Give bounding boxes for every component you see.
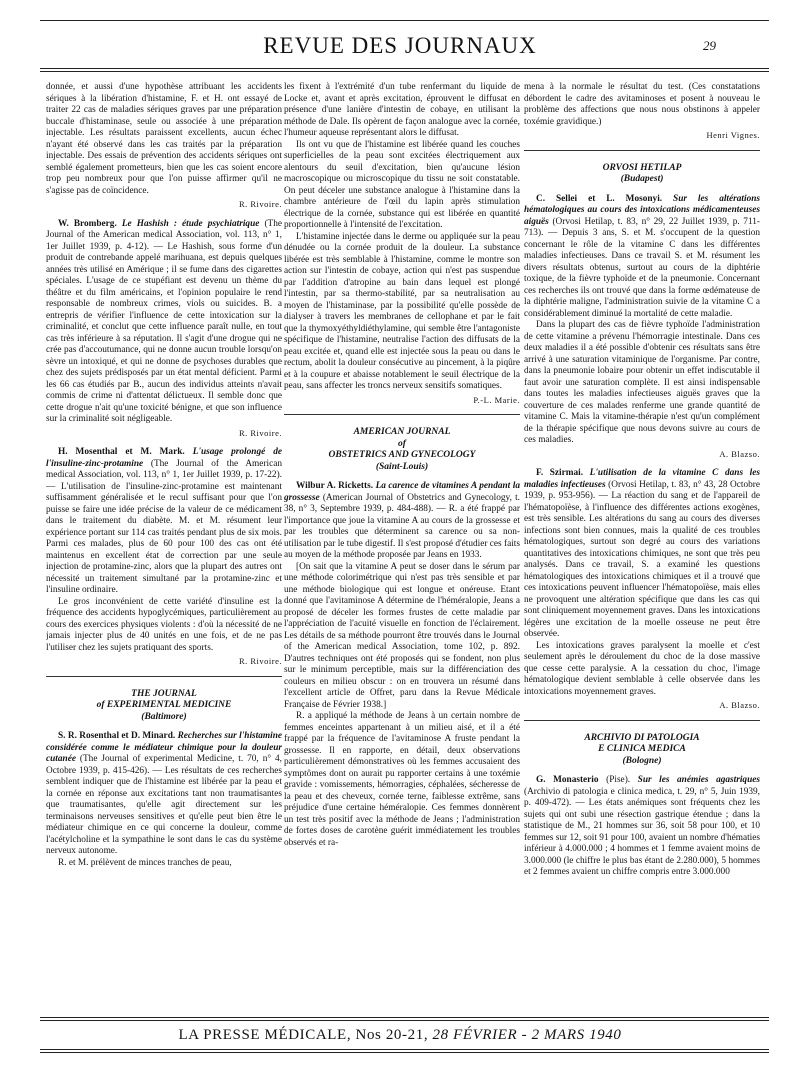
- column-2: [284, 82, 520, 1042]
- entry-title: Sur les altérations hématologiques au cours des intoxications médicamenteuses aiguës: [524, 193, 760, 227]
- footer-date: 28 FÉVRIER - 2 MARS 1940: [432, 1027, 622, 1043]
- abstract-entry: [524, 194, 760, 321]
- paragraph: R. et M. prélèvent de minces tranches de peau,: [58, 857, 232, 868]
- entry-title: L'usage prolongé de l'insuline-zinc-protamine: [46, 447, 282, 469]
- entry-body: — La réaction du sang et de l'appareil de l'hématopoïèse, à l'influence des différentes actions exogènes, est très sensible. Les altérations du sang au cours des diverses infections sont bien connues, mais la qualité de ces troubles hématologiques, surtout son degré au cours des variations quantitatives des intoxications chimiques, ne sont que très peu analysés. Dans ce travail, S. a examiné les questions hématologiques des intoxications chimiques et il a trouvé que ces intoxications peuvent influencer l'hématopoïèse, mais elles ne provoquent une altération spécifique que dans les cas qui sont cliniquement moyennement graves. Dans les intoxications légères une excitation de la moelle osseuse ne peut être observée.: [524, 491, 760, 639]
- paragraph: L'histamine injectée dans le derme ou appliquée sur la peau dénudée ou la cornée produit de la douleur. La substance libérée est très semblable à l'histamine, comme le montre son action sur l'intestin de cobaye, action qui n'est pas suspendue par l'addition d'atropine au bain dans lequel est plongé l'intestin, par sa thermo-stabilité, par sa neutralisation au moyen de l'histaminase, par la possibilité qu'elle possède de dialyser à travers les membranes de cellophane et par le fait que la thymoxyéthyldiéthylamine, qui semble être l'antagoniste spécifique de l'histamine, neutralise l'action des diffusats de la peau excitée et, quand elle est injectée sous la peau ou dans le rectum, abolit la douleur consécutive au pincement, à la piqûre et à la coupure et abaisse notablement le seuil électrique de la peau, sans affecter les troncs nerveux sensitifs somatiques.: [284, 231, 520, 391]
- journal-name: ORVOSI HETILAP: [602, 162, 682, 173]
- entry-reference: (Archivio di patologia e clinica medica, t. 29, n° 5, Juin 1939, p. 409-472).: [524, 786, 760, 808]
- abstract-entry: [46, 731, 282, 858]
- header-rule: [40, 68, 769, 72]
- journal-name: AMERICAN JOURNAL: [353, 427, 451, 437]
- entry-body: — Depuis 3 ans, S. et M. s'occupent de la question concernant le rôle de la vitamine C dans les différentes maladies infectieuses. Dans ce travail S. et M. résument les divers résultats obtenus, surtout au cours de la diphtérie toxique, de la fièvre typhoïde et de la pneumonie. Concernant ces recherches ils ont trouvé que dans la forme œdémateuse de la diphtérie maligne, l'administration suivie de la vitamine C a considérablement diminué la mortalité de cette maladie.: [524, 228, 760, 319]
- section-divider: [284, 414, 520, 415]
- journal-heading: [524, 163, 760, 186]
- journal-name-cont: of EXPERIMENTAL MEDICINE: [96, 700, 232, 710]
- paragraph: Le gros inconvénient de cette variété d'insuline est la fréquence des accidents hypoglycémiques, particulièrement au cours des exercices physiques violents : d'où la nécessité de ne jamais injecter plus de 40 unités en une fois, et de ne pas l'utiliser chez les sujets pratiquant des sports.: [46, 596, 282, 653]
- signature: A. Blazso.: [719, 448, 760, 459]
- entry-authors: S. R. Rosenthal et D. Minard.: [58, 731, 176, 741]
- abstract-entry: [46, 447, 282, 597]
- journal-city: (Baltimore): [141, 711, 187, 722]
- entry-body: — Les états anémiques sont fréquents chez les sujets qui ont subi une résection gastrique étendue ; dans la statistique de M., 21 hommes sur 36, soit 58 pour 100, et 10 femmes sur 12, soit 91 pour 100, avaient un nombre d'hématies inférieur à 4.000.000 ; 4 hommes et 1 femme avaient moins de 3.000.000 (le chiffre le plus bas étant de 2.280.000), 5 hommes et 2 femmes avaient un chiffre compris entre 3.000.000: [524, 798, 760, 877]
- section-divider: [524, 720, 760, 721]
- paragraph: les fixent à l'extrémité d'un tube renfermant du liquide de Locke et, avant et après excitation, éprouvent le diffusat en présence d'une lanière d'intestin de cobaye, en utilisant la méthode de Dale. Ils opèrent de façon analogue avec la cornée, l'humeur aqueuse représentant alors le diffusat.: [284, 82, 520, 138]
- entry-authors: H. Mosenthal et M. Mark.: [58, 447, 185, 457]
- journal-city: (Budapest): [620, 174, 664, 184]
- abstract-entry: [46, 219, 282, 426]
- signature: R. Rivoire.: [238, 656, 282, 666]
- entry-title: Recherches sur l'histamine considérée comme le médiateur chimique pour la douleur cutanée: [46, 731, 282, 764]
- page-number: 29: [703, 38, 716, 53]
- footer-rule-bottom: [40, 1049, 769, 1053]
- entry-authors: Wilbur A. Ricketts.: [296, 481, 374, 491]
- paragraph: mena à la normale le résultat du test. (Ces constatations débordent le cadre des avitaminoses et posent à nouveau le problème des affections que nous nous obstinons à appeler toxémie gravidique.): [524, 82, 760, 127]
- entry-reference: (The Journal of the American medical Association, vol. 113, n° 1, 1er Juillet 1939, p. 4-12).: [46, 218, 282, 252]
- journal-name-cont: of: [398, 438, 406, 449]
- signature: A. Blazso.: [719, 700, 760, 710]
- paragraph: Ils ont vu que de l'histamine est libérée quand les couches superficielles de la peau sont excitées électriquement aux alentours du seuil d'excitation, bien qu'aucune lésion macroscopique ou microscopique du tissu ne soit constatable. On peut déceler une substance analogue à l'histamine dans la chambre antérieure de l'œil du lapin après stimulation électrique de la cornée, substance qui est libérée en quantité proportionnelle à l'intensité de l'excitation.: [284, 139, 520, 230]
- journal-name-cont: E CLINICA MEDICA: [598, 744, 686, 754]
- entry-reference: (The Journal of the American medical Association, vol. 113, n° 1, 1er Juillet 1939, p. 17-22).: [46, 458, 282, 480]
- abstract-entry: [524, 775, 760, 879]
- entry-authors: W. Bromberg.: [58, 218, 117, 229]
- footer-publication: LA PRESSE MÉDICALE, Nos 20-21,: [178, 1027, 429, 1043]
- paragraph: Les intoxications graves paralysent la moelle et c'est seulement après le déroulement du choc de la dose massive que cesse cette paralysie. A la cessation du choc, l'image hématologique devient semblable à celle observée dans les intoxications moyennement graves.: [524, 640, 760, 697]
- entry-title: La carence de vitamines A pendant la grossesse: [284, 481, 520, 503]
- column-1: [46, 82, 282, 1042]
- paragraph: Dans la plupart des cas de fièvre typhoïde l'administration de cette vitamine a prévenu l'hémorragie intestinale. Dans ces deux maladies il a été possible d'obtenir ces résultats sans être arrivé à une saturation vitaminique de l'organisme. Par contre, dans la pneumonie lobaire pour obtenir un effet indiscutable il faut avoir une saturation complète. Il est ainsi indispensable dans toutes les maladies infectieuses aiguës graves que la couverture de ces malades renferme une grande quantité de vitamine C. Mais la vitamine-thérapie n'est qu'un complément de la thérapie spécifique que nous devons suivre au cours de ces maladies.: [524, 320, 760, 445]
- entry-body: — Le Hashish, sous forme d'un produit de contrebande appelé marihuana, est depuis quelques années très utilisé en Amérique ; il se fume dans des cigarettes spéciales. L'usage de ce stupéfiant est devenu un thème du théâtre et du film américains, et l'opinion populaire le rend responsable de nombreux crimes, viols ou suicides. B. a entrepris de vérifier l'influence de cette intoxication sur la criminalité, et conclut que cette influence paraît nulle, en tout cas très inférieure à sa réputation. Il s'agit d'une drogue qui ne crée pas d'accoutumance, qui ne donne aucun trouble lorsqu'on sèvre un intoxiqué, et qui ne donne de psychoses durables que chez des sujets prédisposés par un état mental déficient. Parmi les 66 cas étudiés par B., aucun des individus atteints n'avait commis de crime ni d'attentat délictueux. Il semble donc que cette drogue n'ait qu'une toxicité bénigne, et que son influence sur la criminalité soit négligeable.: [46, 241, 282, 424]
- entry-title: L'utilisation de la vitamine C dans les maladies infectieuses: [524, 468, 760, 490]
- entry-body: — Les résultats de ces recherches semblent indiquer que de l'histamine est libérée par la peau et la cornée en réponse aux excitations tant non traumatisantes que traumatisantes, qu'elle agit directement sur les terminaisons nerveuses sensitives et qu'elle peut bien être le médiateur chimique en ce qui concerne la douleur, comme l'acétylcholine et la sympathine le sont dans le cas du système nerveux autonome.: [46, 765, 282, 856]
- entry-place: (Pise).: [606, 775, 631, 785]
- entry-reference: (Orvosi Hetilap, t. 83, n° 43, 28 Octobre 1939, p. 953-956).: [524, 479, 760, 501]
- entry-reference: (The Journal of experimental Medicine, t. 70, n° 4, Octobre 1939, p. 415-426).: [46, 754, 282, 776]
- paragraph: R. a appliqué la méthode de Jeans à un certain nombre de femmes enceintes appartenant à un milieu aisé, et il a été frappé par la fréquence de l'avitaminose A fruste pendant la grossesse. Il en rapporte, en détail, deux observations particulièrement démonstratives où les femmes accusaient des symptômes dont on aurait pu rapporter certains à une toxémie gravide : vomissements, hémorragies, céphalées, sécheresse de la peau et des cheveux, cornée terne, faiblesse extrême, sans préjudice d'une certaine héméralopie. Ces femmes donnèrent un test très positif avec la méthode de Jeans ; l'administration de fortes doses de carotène guérit immédiatement les troubles observés et ra-: [284, 711, 520, 848]
- entry-reference: (Orvosi Hetilap, t. 83, n° 29, 22 Juillet 1939, p. 711-713).: [524, 216, 760, 238]
- entry-body: — L'utilisation de l'insuline-zinc-protamine est maintenant suffisamment généralisée et le recul suffisant pour que l'on puisse se faire une idée précise de la valeur de ce médicament dans le traitement du diabète. M. et M. résument leur expérience portant sur 114 cas traités pendant plus de six mois. Parmi ces malades, plus de 60 pour 100 des cas ont été maintenus en excellent état de correction par une seule injection de protamine-zinc, alors que la plupart des autres ont nécessité un traitement simultané par la protamine-zinc et l'insuline ordinaire.: [46, 481, 282, 595]
- entry-reference: (American Journal of Obstetrics and Gynecology, t. 38, n° 3, Septembre 1939, p. 484-488).: [284, 492, 520, 514]
- journal-heading: [284, 427, 520, 473]
- section-divider: [46, 676, 282, 677]
- footer: [0, 1027, 800, 1044]
- journal-name: ARCHIVIO DI PATOLOGIA: [584, 732, 700, 743]
- running-title: REVUE DES JOURNAUX: [263, 33, 537, 58]
- journal-name: THE JOURNAL: [131, 688, 197, 699]
- entry-body: — R. a été frappé par l'importance que joue la vitamine A au cours de la grossesse et par les troubles que déterminent sa carence ou sa non-utilisation par le tube digestif. Il s'est proposé d'étudier ces faits au moyen de la méthode proposée par Jeans en 1933.: [284, 504, 520, 560]
- abstract-entry: [524, 468, 760, 641]
- column-3: [524, 82, 760, 1042]
- entry-authors: G. Monasterio: [536, 775, 599, 785]
- signature: R. Rivoire.: [238, 427, 282, 438]
- signature: Henri Vignes.: [706, 130, 760, 140]
- top-rule: [40, 20, 769, 21]
- signature: R. Rivoire.: [238, 199, 282, 209]
- entry-authors: C. Sellei et L. Mosonyi.: [536, 193, 663, 204]
- journal-heading: [524, 733, 760, 768]
- signature: P.-L. Marie.: [473, 394, 520, 405]
- footer-rule-top: [40, 1017, 769, 1021]
- entry-authors: F. Szirmai.: [536, 468, 584, 478]
- entry-title: Le Hashish : étude psychiatrique: [121, 218, 260, 229]
- journal-heading: [46, 689, 282, 724]
- journal-city: (Saint-Louis): [375, 461, 429, 472]
- paragraph: donnée, et aussi d'une hypothèse attribuant les accidents sériques à la libération d'histamine, F. et H. ont essayé de traiter 22 cas de maladies sériques graves par une préparation buccale d'histaminase, seule ou associée à une préparation injectable. Les résultats paraissent excellents, aucun échec n'ayant été observé dans les cas traités par la préparation injectable. Des essais de prévention des accidents sériques ont semblé également prometteurs, bien que les cas soient encore trop peu nombreux pour que l'on puisse affirmer qu'il ne s'agisse pas de coïncidence.: [46, 82, 282, 196]
- entry-title: Sur les anémies agastriques: [637, 775, 760, 785]
- paragraph: [On sait que la vitamine A peut se doser dans le sérum par une méthode colorimétrique qui n'est pas très sensible et par une méthode biologique qui est longue et onéreuse. Etant donné que l'avitaminose A détermine de l'héméralopie, Jeans a proposé de déceler les formes frustes de cette maladie par l'appréciation de l'acuité visuelle en fonction de l'éclairement. Les détails de sa méthode pourront être trouvés dans le Journal of the American medical Association, tome 102, p. 892. D'autres techniques ont été proposés qui se fondent, non plus sur le minimum perceptible, mais sur la différenciation des couleurs en milieu obscur : on en trouvera un résumé dans l'excellent article de Offret, paru dans la Revue Médicale Française de Février 1938.]: [284, 561, 520, 710]
- journal-city: (Bologne): [622, 755, 662, 766]
- abstract-entry: [284, 481, 520, 562]
- section-divider: [524, 150, 760, 151]
- journal-name-cont: OBSTETRICS AND GYNECOLOGY: [328, 450, 476, 460]
